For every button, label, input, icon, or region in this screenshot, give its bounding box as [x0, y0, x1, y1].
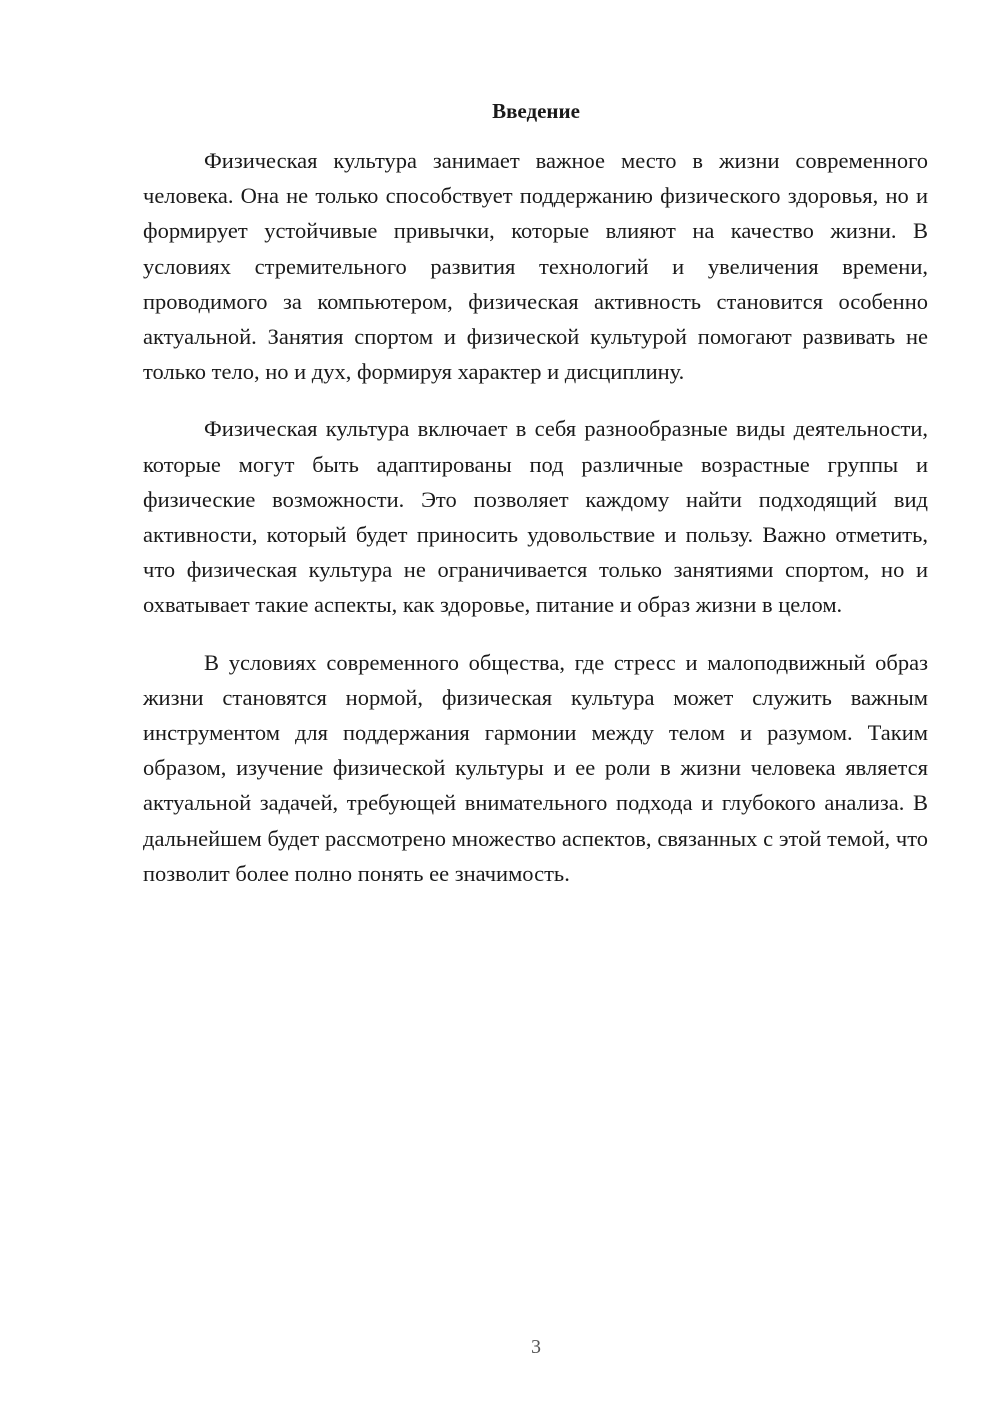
paragraph-1: Физическая культура занимает важное место в жизни современного человека. Она не только способствует поддержанию физического здоровья, но и формирует устойчивые привычки, которые влияют на качество жизни. В условиях стремительного развития технологий и увеличения времени, проводимого за компьютером, физическая активность становится особенно актуальной. Занятия спортом и физической культурой помогают развивать не только тело, но и дух, формируя характер и дисциплину. — [143, 148, 928, 385]
paragraph-2: Физическая культура включает в себя разнообразные виды деятельности, которые могут быть адаптированы под различные возрастные группы и физические возможности. Это позволяет каждому найти подходящий вид активности, который будет приносить удовольствие и пользу. Важно отметить, что физическая культура не ограничивается только занятиями спортом, но и охватывает такие аспекты, как здоровье, питание и образ жизни в целом. — [143, 416, 928, 618]
section-heading: Введение — [492, 99, 580, 123]
paragraph-3: В условиях современного общества, где стресс и малоподвижный образ жизни становятся нормой, физическая культура может служить важным инструментом для поддержания гармонии между телом и разумом. Таким образом, изучение физической культуры и ее роли в жизни человека является актуальной задачей, требующей внимательного подхода и глубокого анализа. В дальнейшем будет рассмотрено множество аспектов, связанных с этой темой, что позволит более полно понять ее значимость. — [143, 649, 928, 886]
body-text — [143, 143, 928, 913]
page-number: 3 — [531, 1336, 541, 1358]
